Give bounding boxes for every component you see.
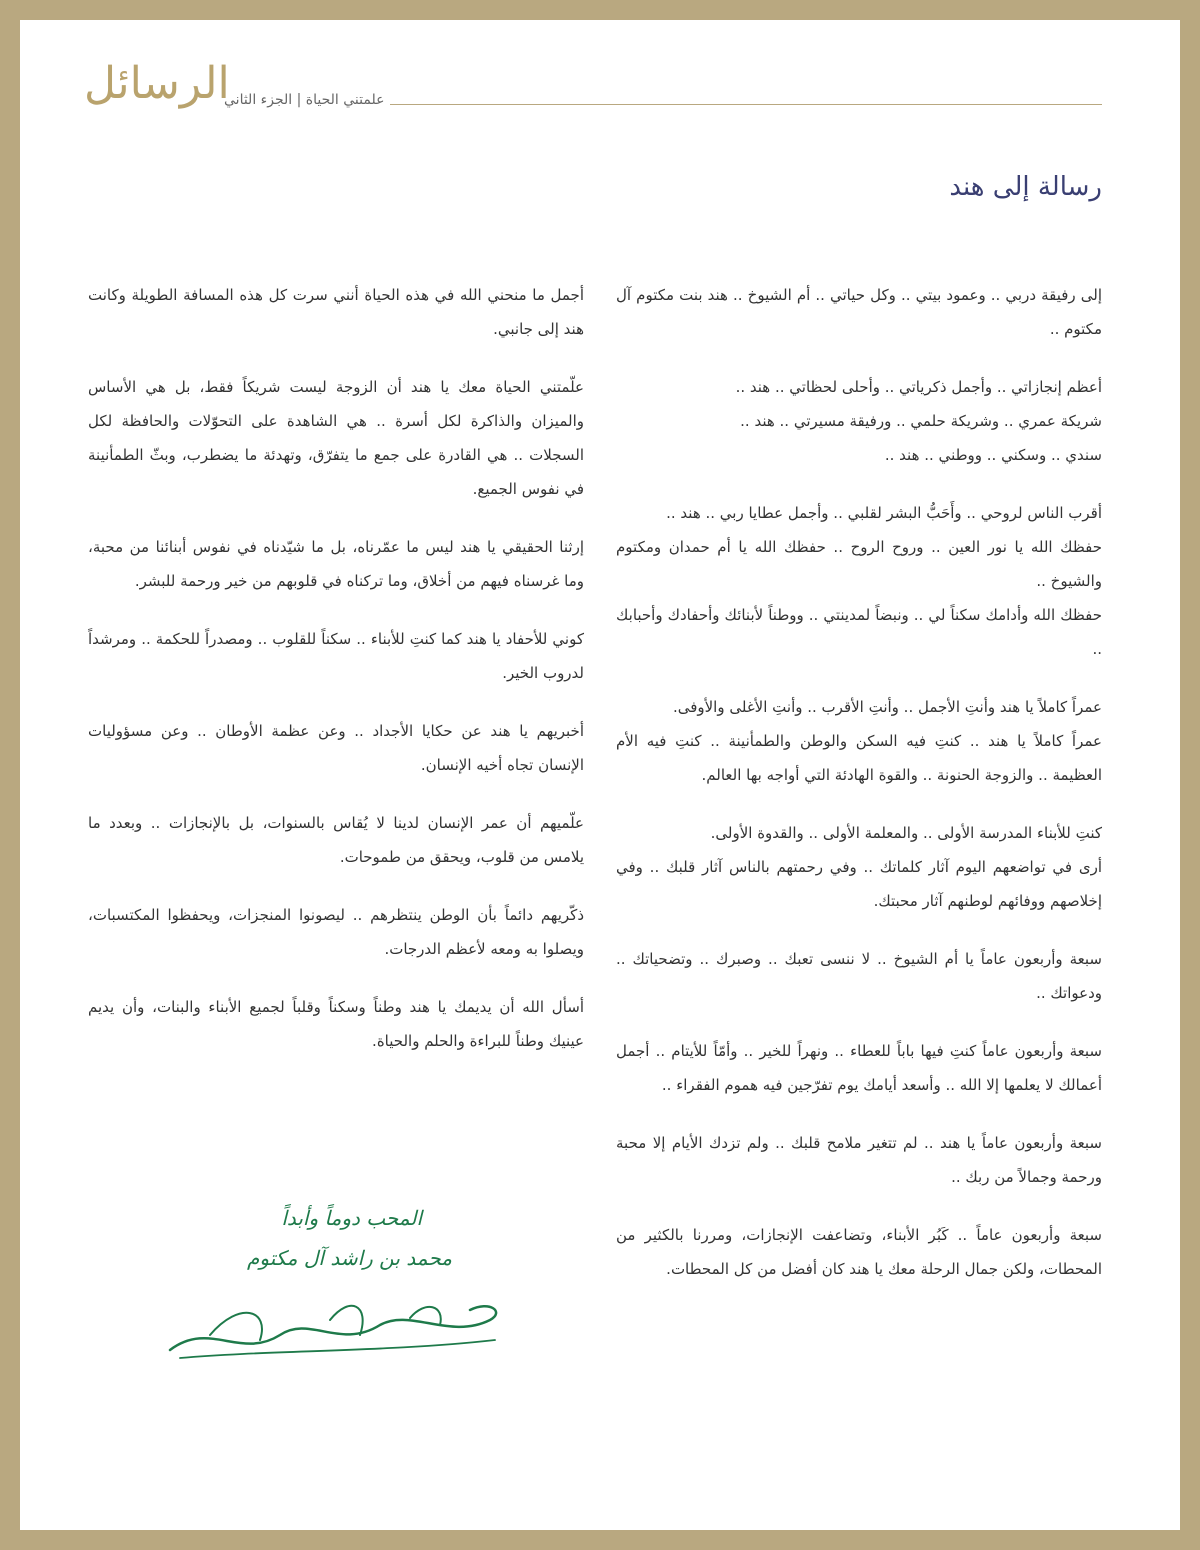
paragraph: حفظك الله يا نور العين .. وروح الروح .. حفظك الله يا أم حمدان ومكتوم والشيوخ .. [616, 538, 1102, 590]
paragraph: علّميهم أن عمر الإنسان لدينا لا يُقاس بالسنوات، بل بالإنجازات .. وبعدد ما يلامس من قلوب، ويحقق من طموحات. [88, 814, 584, 866]
paragraph: شريكة عمري .. وشريكة حلمي .. ورفيقة مسيرتي .. هند .. [740, 412, 1102, 430]
paragraph: عمراً كاملاً يا هند .. كنتِ فيه السكن والوطن والطمأنينة .. كنتِ فيه الأم العظيمة .. والزوجة الحنونة .. والقوة الهادئة التي أواجه بها العالم. [616, 732, 1102, 784]
paragraph: إلى رفيقة دربي .. وعمود بيتي .. وكل حياتي .. أم الشيوخ .. هند بنت مكتوم آل مكتوم .. [616, 286, 1102, 338]
page-header [20, 20, 1180, 160]
paragraph: أعظم إنجازاتي .. وأجمل ذكرياتي .. وأحلى لحظاتي .. هند .. [735, 378, 1102, 396]
paragraph: إرثنا الحقيقي يا هند ليس ما عمّرناه، بل ما شيّدناه في نفوس أبنائنا من محبة، وما غرسناه فيهم من أخلاق، وما تركناه في قلوبهم من خير ورحمة للبشر. [88, 538, 584, 590]
letter-title: رسالة إلى هند [949, 172, 1102, 202]
paragraph: سبعة وأربعون عاماً يا هند .. لم تتغير ملامح قلبك .. ولم تزدك الأيام إلا محبة ورحمة وجمالاً من ربك .. [616, 1134, 1102, 1186]
letter-page [20, 20, 1180, 1530]
paragraph: علّمتني الحياة معك يا هند أن الزوجة ليست شريكاً فقط، بل هي الأساس والميزان والذاكرة لكل أسرة .. هي الشاهدة على التحوّلات والحافظة لكل السجلات .. هي القادرة على جمع ما يتفرّق، وتهدئة ما يضطرب، وبثّ الطمأنينة في نفوس الجميع. [88, 378, 584, 498]
alrasail-logo: الرسائل [84, 58, 230, 109]
paragraph: حفظك الله وأدامك سكناً لي .. ونبضاً لمدينتي .. ووطناً لأبنائك وأحفادك وأحبابك .. [616, 606, 1102, 658]
book-subtitle: علمتني الحياة | الجزء الثاني [224, 92, 385, 108]
paragraph: كنتِ للأبناء المدرسة الأولى .. والمعلمة الأولى .. والقدوة الأولى. [710, 824, 1102, 842]
right-column [616, 278, 1102, 1310]
paragraph: أرى في تواضعهم اليوم آثار كلماتك .. وفي رحمتهم بالناس آثار قلبك .. وفي إخلاصهم ووفائهم لوطنهم آثار محبتك. [616, 858, 1102, 910]
paragraph: أجمل ما منحني الله في هذه الحياة أنني سرت كل هذه المسافة الطويلة وكانت هند إلى جانبي. [88, 286, 584, 338]
paragraph: أخبريهم يا هند عن حكايا الأجداد .. وعن عظمة الأوطان .. وعن مسؤوليات الإنسان تجاه أخيه الإنسان. [88, 722, 584, 774]
paragraph: سبعة وأربعون عاماً .. كَبُر الأبناء، وتضاعفت الإنجازات، ومررنا بالكثير من المحطات، ولكن جمال الرحلة معك يا هند كان أفضل من كل المحطات. [616, 1226, 1102, 1278]
header-divider [390, 104, 1102, 105]
paragraph: عمراً كاملاً يا هند وأنتِ الأجمل .. وأنتِ الأقرب .. وأنتِ الأغلى والأوفى. [672, 698, 1102, 716]
paragraph: سبعة وأربعون عاماً يا أم الشيوخ .. لا ننسى تعبك .. وصبرك .. وتضحياتك .. ودعواتك .. [616, 950, 1102, 1002]
left-column [88, 278, 584, 1082]
handwritten-signature-icon [150, 1280, 510, 1370]
paragraph: أسأل الله أن يديمك يا هند وطناً وسكناً وقلباً لجميع الأبناء والبنات، وأن يديم عينيك وطناً للبراءة والحلم والحياة. [88, 998, 584, 1050]
paragraph: كوني للأحفاد يا هند كما كنتِ للأبناء .. سكناً للقلوب .. ومصدراً للحكمة .. ومرشداً لدروب الخير. [88, 630, 584, 682]
signature-block [150, 1200, 510, 1380]
signature-name: محمد بن راشد آل مكتوم [247, 1246, 452, 1270]
paragraph: أقرب الناس لروحي .. وأَحَبُّ البشر لقلبي .. وأجمل عطايا ربي .. هند .. [666, 504, 1102, 522]
paragraph: سندي .. وسكني .. ووطني .. هند .. [884, 446, 1102, 464]
paragraph: سبعة وأربعون عاماً كنتِ فيها باباً للعطاء .. ونهراً للخير .. وأمّاً للأيتام .. أجمل أعمالك لا يعلمها إلا الله .. وأسعد أيامك يوم تفرّجين فيه هموم الفقراء .. [616, 1042, 1102, 1094]
signature-closing: المحب دوماً وأبداً [281, 1206, 422, 1230]
paragraph: ذكّريهم دائماً بأن الوطن ينتظرهم .. ليصونوا المنجزات، ويحفظوا المكتسبات، ويصلوا به ومعه لأعظم الدرجات. [88, 906, 584, 958]
